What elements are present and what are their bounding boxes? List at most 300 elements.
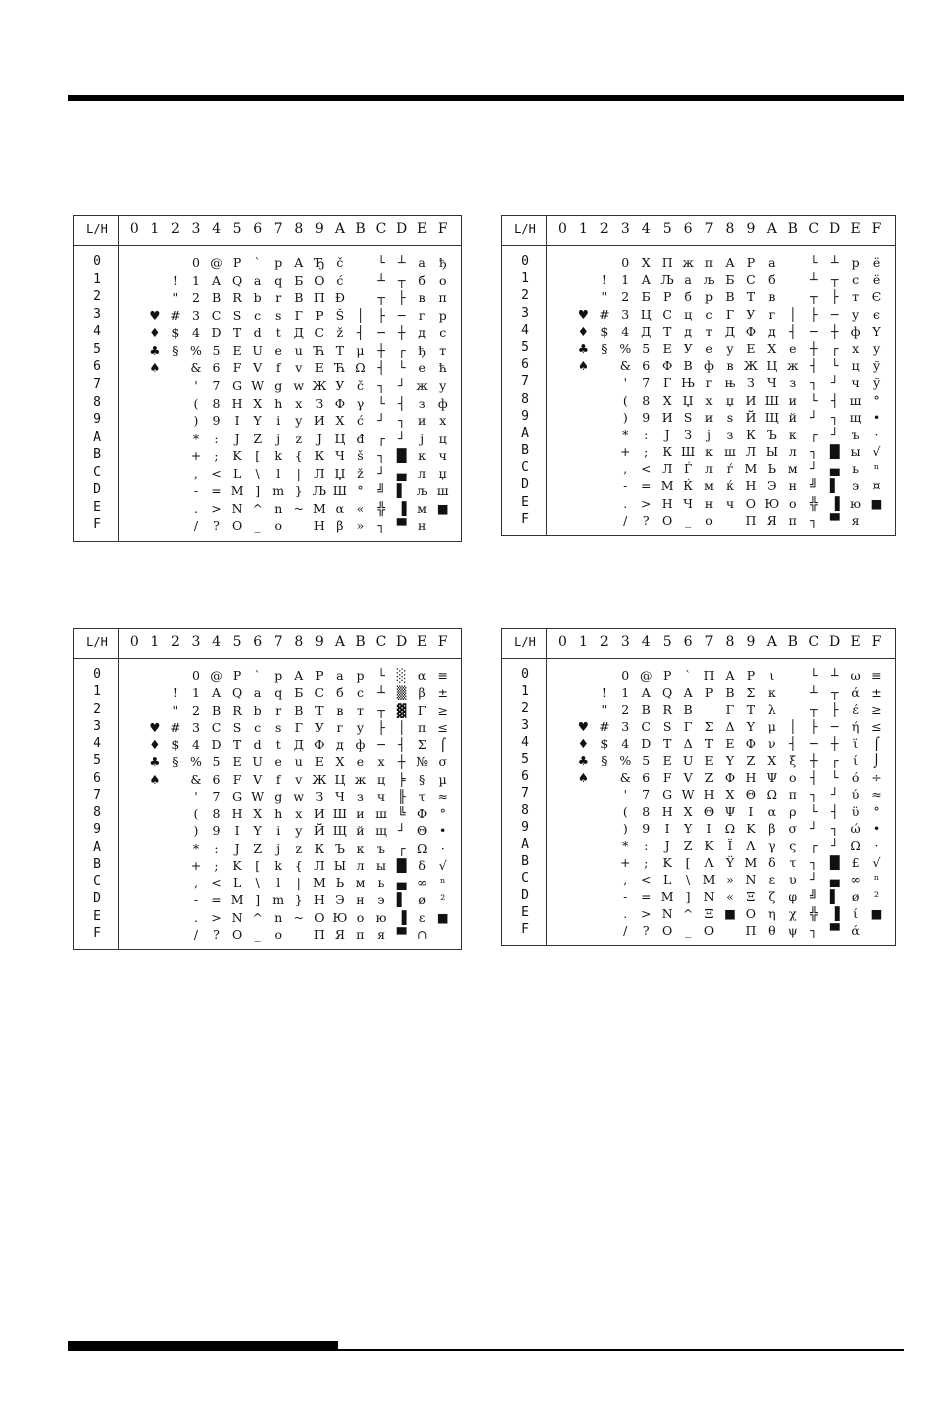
char-cell: ε: [768, 872, 776, 887]
char-cell: ?: [213, 926, 220, 942]
char-cell: g: [274, 788, 283, 804]
char-cell: Ι: [748, 804, 754, 819]
char-cell: [145, 788, 165, 805]
char-cell: [594, 769, 614, 786]
char-cell: х: [852, 340, 860, 356]
char-cell: п: [704, 255, 714, 270]
char-cell: Σ: [704, 719, 714, 734]
char-cell: ц: [377, 771, 386, 787]
char-cell: :: [214, 430, 219, 446]
char-cell: i: [276, 413, 281, 429]
char-cell: [573, 409, 593, 426]
char-cell: [552, 288, 572, 305]
char-cell: =: [211, 483, 222, 499]
char-cell: Х: [641, 255, 651, 270]
char-cell: J: [234, 430, 240, 446]
row-header: 9: [93, 412, 101, 428]
char-cell: Є: [871, 289, 882, 305]
char-cell: Ξ: [704, 906, 714, 921]
char-cell: [594, 667, 614, 684]
char-cell: Y: [253, 413, 262, 429]
char-cell: «: [726, 889, 734, 904]
char-cell: [145, 874, 165, 891]
char-cell: A: [212, 685, 222, 701]
char-cell: √: [872, 855, 881, 870]
char-cell: т: [357, 702, 364, 718]
char-cell: ■: [870, 495, 883, 511]
row-header: 6: [93, 359, 101, 375]
char-cell: [573, 837, 593, 854]
column-header: 0: [558, 221, 567, 237]
char-cell: Η: [745, 770, 757, 785]
char-cell: З: [315, 395, 324, 411]
char-cell: Ρ: [704, 685, 714, 700]
char-cell: Ч: [335, 788, 345, 804]
char-cell: Ω: [724, 821, 736, 836]
char-cell: л: [356, 857, 365, 873]
char-cell: [145, 667, 165, 684]
char-cell: 3: [191, 307, 200, 323]
char-cell: (: [622, 804, 628, 819]
char-cell: u: [294, 342, 303, 358]
char-cell: Д: [293, 737, 304, 752]
column-header: F: [871, 221, 882, 237]
char-cell: ο: [789, 770, 797, 785]
char-cell: ): [622, 821, 628, 836]
char-cell: M: [230, 892, 244, 908]
char-cell: [165, 857, 185, 874]
char-cell: н: [704, 495, 714, 511]
char-cell: O: [231, 518, 243, 534]
row-header: 9: [521, 820, 529, 835]
char-cell: ž: [336, 325, 344, 341]
char-cell: +: [190, 448, 202, 464]
row-header: 5: [521, 339, 529, 355]
char-cell: [552, 786, 572, 803]
char-cell: /: [193, 926, 199, 942]
char-cell: [594, 820, 614, 837]
char-cell: Ч: [683, 495, 693, 511]
row-header: E: [93, 908, 101, 924]
char-cell: z: [295, 430, 303, 446]
char-cell: π: [788, 787, 797, 802]
char-cell: μ: [767, 719, 776, 734]
char-cell: [165, 465, 185, 482]
char-cell: :: [644, 838, 649, 853]
row-header: 0: [521, 667, 529, 682]
char-cell: [124, 377, 144, 394]
char-cell: N: [231, 909, 243, 925]
char-cell: ν: [768, 736, 776, 751]
char-cell: б: [768, 272, 776, 288]
char-cell: ά: [851, 685, 860, 700]
char-cell: м: [355, 875, 366, 890]
char-cell: Ч: [767, 375, 777, 391]
char-cell: [783, 684, 803, 701]
char-cell: $: [600, 736, 609, 751]
char-cell: =: [211, 892, 222, 908]
char-cell: +: [190, 857, 202, 873]
column-header: 8: [725, 634, 735, 650]
char-cell: <: [211, 875, 222, 890]
char-cell: ╝: [809, 889, 818, 904]
char-cell: ≈: [437, 788, 448, 804]
char-cell: █: [396, 448, 407, 464]
char-cell: ├: [377, 719, 385, 735]
char-cell: Ѓ: [683, 461, 693, 477]
char-cell: └: [830, 770, 839, 785]
char-cell: č: [356, 377, 364, 393]
char-cell: │: [397, 719, 406, 735]
char-cell: н: [788, 478, 797, 494]
char-cell: ♠: [149, 771, 161, 787]
char-cell: д: [418, 325, 426, 341]
column-header: C: [375, 221, 387, 237]
char-cell: ы: [376, 857, 386, 873]
char-cell: [145, 840, 165, 857]
char-cell: ϊ: [853, 736, 859, 751]
corner-label: L/H: [86, 635, 108, 649]
char-cell: S: [662, 719, 672, 734]
char-cell: [145, 805, 165, 822]
char-cell: З: [747, 375, 755, 391]
char-cell: s: [275, 719, 282, 735]
char-cell: [145, 465, 165, 482]
column-separator: [118, 629, 119, 949]
char-cell: +: [620, 855, 631, 870]
char-cell: ј: [420, 430, 425, 446]
char-cell: =: [640, 889, 652, 904]
char-cell: а: [684, 272, 692, 288]
char-cell: о: [705, 512, 713, 528]
char-cell: ┼: [830, 323, 839, 339]
char-cell: [145, 500, 165, 517]
column-header: F: [437, 221, 448, 237]
char-cell: S: [232, 307, 242, 323]
row-header: 6: [521, 357, 529, 373]
char-cell: E: [232, 342, 242, 358]
char-cell: ┤: [789, 736, 797, 751]
char-cell: Ц: [766, 358, 778, 374]
char-cell: ": [172, 290, 179, 306]
char-cell: [594, 888, 614, 905]
char-cell: б: [418, 272, 426, 288]
char-cell: x: [295, 806, 303, 821]
char-cell: └: [809, 255, 818, 270]
char-cell: έ: [852, 702, 859, 717]
char-cell: [552, 820, 572, 837]
char-cell: ├: [809, 306, 818, 322]
char-cell: ┬: [809, 289, 818, 305]
char-cell: ²: [874, 889, 880, 904]
char-cell: ┐: [830, 821, 839, 836]
char-cell: [783, 288, 803, 305]
char-cell: γ: [768, 838, 776, 853]
char-cell: ]: [255, 892, 261, 908]
char-cell: [165, 517, 185, 534]
char-cell: Й: [745, 409, 757, 425]
char-cell: b: [253, 290, 262, 306]
char-cell: U: [682, 753, 694, 768]
char-cell: M: [660, 889, 674, 904]
char-cell: Ф: [745, 323, 757, 339]
char-cell: J: [234, 840, 240, 856]
char-cell: г: [418, 307, 426, 323]
char-cell: [573, 684, 593, 701]
char-cell: f: [275, 360, 281, 376]
char-cell: ♦: [149, 737, 161, 752]
char-cell: э: [377, 892, 385, 908]
char-cell: [573, 667, 593, 684]
char-cell: #: [599, 306, 610, 322]
char-cell: К: [314, 448, 325, 464]
header-separator: [502, 245, 895, 246]
char-cell: У: [746, 306, 756, 322]
char-cell: 3: [621, 719, 630, 734]
char-cell: ": [601, 702, 608, 717]
char-cell: [: [255, 448, 261, 464]
char-cell: ▀: [396, 926, 407, 942]
char-cell: Θ: [703, 804, 715, 819]
char-cell: М: [312, 500, 326, 516]
column-header: 5: [232, 634, 242, 650]
char-cell: T: [662, 736, 672, 751]
column-header: B: [787, 634, 798, 650]
char-cell: L: [232, 465, 242, 481]
char-cell: [594, 443, 614, 460]
char-cell: ╬: [377, 500, 385, 516]
char-cell: ϋ: [851, 804, 860, 819]
char-cell: И: [745, 392, 757, 408]
char-cell: [124, 719, 144, 736]
char-cell: ώ: [850, 821, 861, 836]
char-cell: 2: [191, 702, 200, 718]
char-cell: [124, 857, 144, 874]
column-header: 0: [129, 634, 139, 650]
char-cell: ξ: [789, 753, 797, 768]
char-cell: ♠: [577, 358, 590, 374]
char-cell: ♥: [149, 307, 161, 323]
char-cell: ▐: [829, 495, 840, 511]
char-cell: ┐: [809, 375, 818, 391]
char-cell: v: [295, 771, 303, 787]
char-cell: [145, 926, 165, 943]
char-cell: ╞: [397, 771, 406, 787]
char-cell: 4: [191, 737, 200, 752]
char-cell: Ю: [764, 495, 780, 511]
char-cell: [165, 254, 185, 271]
char-cell: &: [619, 358, 631, 374]
char-cell: Ћ: [313, 342, 325, 358]
char-cell: H: [231, 806, 243, 821]
char-cell: [552, 871, 572, 888]
char-cell: Γ: [417, 702, 427, 718]
char-cell: Ж: [743, 358, 758, 374]
char-cell: P: [232, 255, 242, 270]
char-cell: и: [417, 413, 427, 429]
char-cell: [145, 272, 165, 289]
char-cell: °: [357, 483, 364, 499]
char-cell: ≥: [871, 702, 882, 717]
char-cell: »: [356, 518, 365, 534]
char-cell: <: [211, 465, 222, 481]
char-cell: υ: [788, 872, 797, 887]
row-header: B: [521, 854, 529, 869]
char-cell: [350, 272, 370, 289]
char-cell: [552, 374, 572, 391]
char-cell: H: [231, 395, 243, 411]
char-cell: П: [661, 255, 673, 270]
char-cell: г: [705, 375, 713, 391]
char-cell: 8: [642, 804, 651, 819]
char-cell: 3: [621, 306, 630, 322]
char-cell: -: [623, 478, 628, 494]
char-cell: ┘: [809, 872, 818, 887]
char-cell: ├: [830, 702, 839, 717]
column-header: A: [334, 221, 345, 237]
column-header: 1: [578, 221, 588, 237]
char-cell: ж: [787, 358, 799, 374]
char-cell: .: [623, 495, 628, 511]
char-cell: 3: [191, 719, 200, 735]
char-cell: ♥: [577, 306, 590, 322]
char-cell: {: [294, 857, 303, 873]
char-cell: ┌: [397, 342, 406, 358]
char-cell: [594, 837, 614, 854]
char-cell: ▐: [396, 909, 407, 925]
char-cell: ┤: [789, 323, 797, 339]
row-header: C: [93, 464, 101, 480]
char-cell: 6: [212, 360, 221, 376]
char-cell: }: [294, 892, 303, 908]
char-cell: ц: [684, 306, 693, 322]
char-cell: [145, 430, 165, 447]
char-cell: e: [274, 342, 282, 358]
char-cell: [552, 769, 572, 786]
char-cell: d: [253, 325, 262, 341]
column-header: B: [355, 634, 366, 650]
char-cell: м: [787, 461, 798, 477]
char-cell: ∩: [416, 926, 428, 942]
char-cell: џ: [725, 392, 735, 408]
column-header: 7: [704, 634, 714, 650]
char-cell: щ: [849, 409, 862, 425]
char-cell: ┼: [397, 754, 406, 770]
char-cell: ─: [809, 736, 818, 751]
row-header: 0: [93, 667, 101, 682]
char-cell: Ѕ: [683, 409, 693, 425]
char-cell: ,: [623, 872, 628, 887]
char-cell: Ј: [316, 430, 322, 446]
char-cell: ε: [418, 909, 426, 925]
char-cell: є: [873, 306, 881, 322]
column-header: 4: [641, 221, 651, 237]
char-cell: 7: [212, 788, 221, 804]
char-cell: M: [230, 483, 244, 499]
char-cell: }: [294, 483, 303, 499]
char-cell: !: [172, 685, 178, 701]
char-cell: Ψ: [766, 770, 778, 785]
char-cell: [165, 447, 185, 464]
char-cell: O: [662, 923, 673, 938]
char-cell: [289, 517, 309, 534]
char-cell: √: [872, 444, 881, 460]
char-cell: [165, 788, 185, 805]
char-cell: ≤: [871, 719, 882, 734]
row-header: A: [521, 425, 529, 441]
char-cell: Я: [766, 512, 777, 528]
column-header: 5: [232, 221, 242, 237]
char-cell: [552, 426, 572, 443]
char-cell: и: [704, 409, 714, 425]
row-header: 5: [521, 752, 529, 767]
char-cell: о: [356, 909, 365, 925]
char-cell: ┘: [809, 461, 818, 477]
row-header: 3: [93, 718, 101, 734]
char-cell: x: [295, 395, 303, 411]
char-cell: [145, 254, 165, 271]
char-cell: [594, 477, 614, 494]
char-cell: q: [274, 685, 283, 701]
char-cell: /: [623, 512, 628, 528]
char-cell: U: [252, 754, 263, 770]
column-header: 7: [273, 634, 283, 650]
char-cell: м: [704, 478, 714, 494]
row-header: 0: [521, 254, 529, 269]
char-cell: §: [601, 753, 608, 768]
char-cell: с: [356, 685, 364, 701]
char-cell: 8: [642, 392, 651, 408]
char-cell: о: [438, 272, 447, 288]
char-cell: q: [274, 272, 283, 288]
char-cell: H: [661, 804, 673, 819]
char-cell: [165, 395, 185, 412]
char-cell: Κ: [704, 838, 714, 853]
char-cell: Ү: [872, 323, 881, 339]
row-header: 8: [521, 391, 529, 407]
char-cell: β: [768, 821, 776, 836]
char-cell: ѕ: [726, 409, 734, 425]
char-cell: з: [418, 395, 426, 411]
char-cell: ╬: [809, 495, 818, 511]
char-cell: Ш: [332, 806, 348, 821]
char-cell: R: [232, 702, 242, 718]
char-cell: к: [705, 444, 713, 460]
char-cell: j: [276, 430, 281, 446]
char-cell: ά: [851, 923, 860, 938]
row-header: A: [521, 837, 529, 852]
char-cell: 0: [621, 255, 630, 270]
char-cell: [573, 512, 593, 529]
char-cell: Ϊ: [727, 838, 733, 853]
char-cell: ø: [851, 889, 860, 904]
char-cell: т: [705, 323, 713, 339]
char-cell: Љ: [660, 272, 674, 288]
char-cell: Ο: [703, 923, 715, 938]
char-cell: [867, 512, 887, 529]
char-cell: ├: [377, 307, 385, 323]
char-cell: Λ: [746, 838, 756, 853]
char-cell: Г: [725, 306, 735, 322]
char-cell: κ: [767, 685, 776, 700]
char-cell: j: [276, 840, 281, 856]
column-header: F: [437, 634, 448, 650]
char-cell: η: [768, 906, 776, 921]
char-cell: №: [416, 754, 429, 770]
char-cell: Е: [314, 360, 324, 376]
column-header: B: [787, 221, 798, 237]
column-header: B: [355, 221, 366, 237]
